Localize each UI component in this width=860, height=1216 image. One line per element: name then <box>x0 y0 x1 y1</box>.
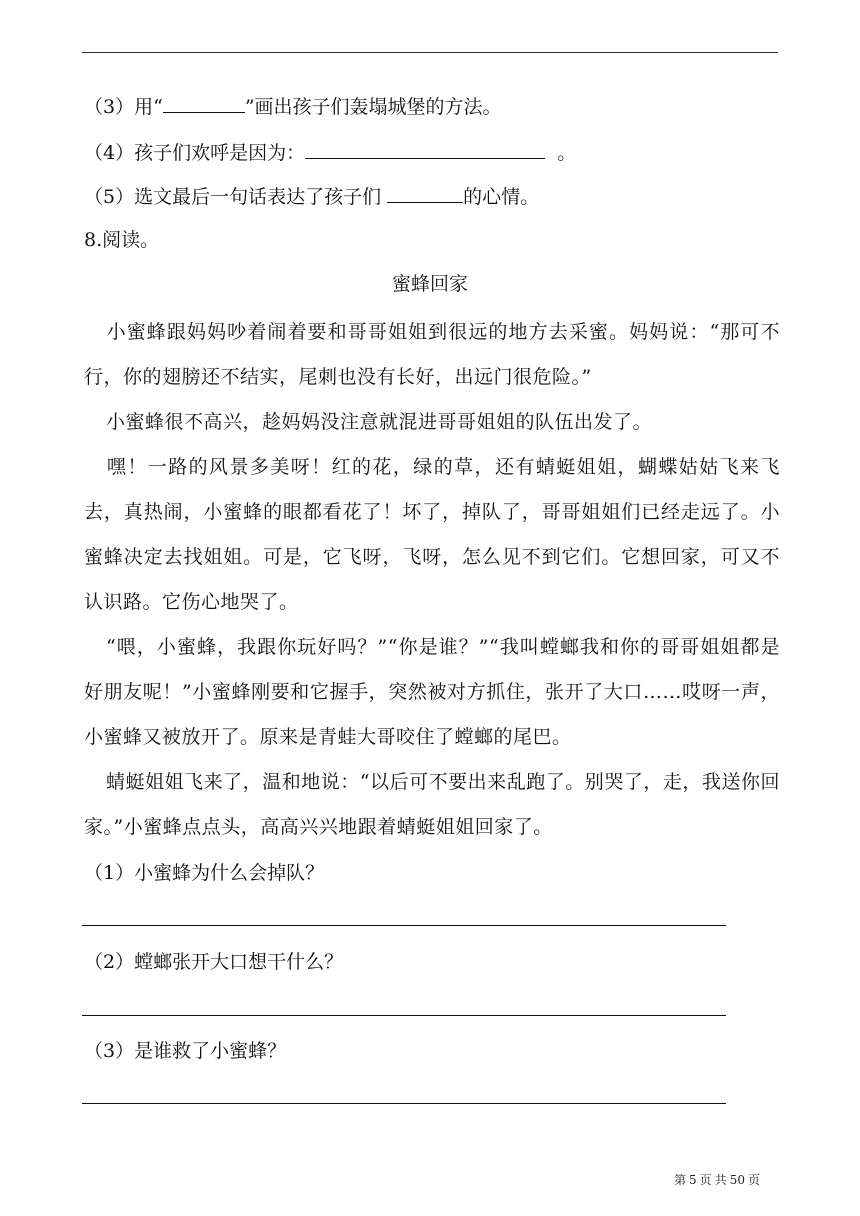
header-rule <box>82 52 778 53</box>
answer-blank[interactable] <box>387 184 463 203</box>
question-3: （3）是谁救了小蜜蜂？ <box>84 1040 287 1062</box>
prev-question-4: （4）孩子们欢呼是因为： 。 <box>84 142 577 164</box>
passage-title: 蜜蜂回家 <box>391 273 468 295</box>
section-heading: 8.阅读。 <box>84 229 160 251</box>
page-number: 5 <box>689 1173 697 1187</box>
prev-question-3: （3）用“ ”画出孩子们轰塌城堡的方法。 <box>84 96 502 118</box>
answer-line[interactable] <box>82 1103 726 1104</box>
answer-line[interactable] <box>82 925 726 926</box>
passage-paragraph: “喂，小蜜蜂，我跟你玩好吗？”“你是谁？”“我叫螳螂我和你的哥哥姐姐都是好朋友呢！”小蜜蜂刚要和它握手，突然被对方抓住，张开了大口……哎呀一声，小蜜蜂又被放开了。原来是青蛙大哥咬住了螳螂的尾巴。 <box>84 636 780 748</box>
passage-paragraph: 嘿！一路的风景多美呀！红的花，绿的草，还有蜻蜓姐姐，蝴蝶姑姑飞来飞去，真热闹，小蜜蜂的眼都看花了！坏了，掉队了，哥哥姐姐们已经走远了。小蜜蜂决定去找姐姐。可是，它飞呀，飞呀，怎么见不到它们。它想回家，可又不认识路。它伤心地哭了。 <box>84 456 780 613</box>
prev-question-5: （5）选文最后一句话表达了孩子们 的心情。 <box>84 186 540 208</box>
passage-paragraph: 小蜜蜂跟妈妈吵着闹着要和哥哥姐姐到很远的地方去采蜜。妈妈说：“那可不行，你的翅膀还不结实，尾刺也没有长好，出远门很危险。” <box>84 321 780 388</box>
answer-blank[interactable] <box>305 140 545 159</box>
question-2: （2）螳螂张开大口想干什么？ <box>84 951 344 973</box>
passage-paragraph: 小蜜蜂很不高兴，趁妈妈没注意就混进哥哥姐姐的队伍出发了。 <box>106 411 653 433</box>
question-1: （1）小蜜蜂为什么会掉队？ <box>84 862 325 884</box>
total-pages: 50 <box>729 1173 745 1187</box>
passage-paragraph: 蜻蜓姐姐飞来了，温和地说：“以后可不要出来乱跑了。别哭了，走，我送你回家。”小蜜蜂点点头，高高兴兴地跟着蜻蜓姐姐回家了。 <box>84 771 780 838</box>
answer-line[interactable] <box>82 1015 726 1016</box>
page-footer: 第 5 页 共 50 页 <box>674 1173 760 1187</box>
answer-blank[interactable] <box>163 94 245 113</box>
